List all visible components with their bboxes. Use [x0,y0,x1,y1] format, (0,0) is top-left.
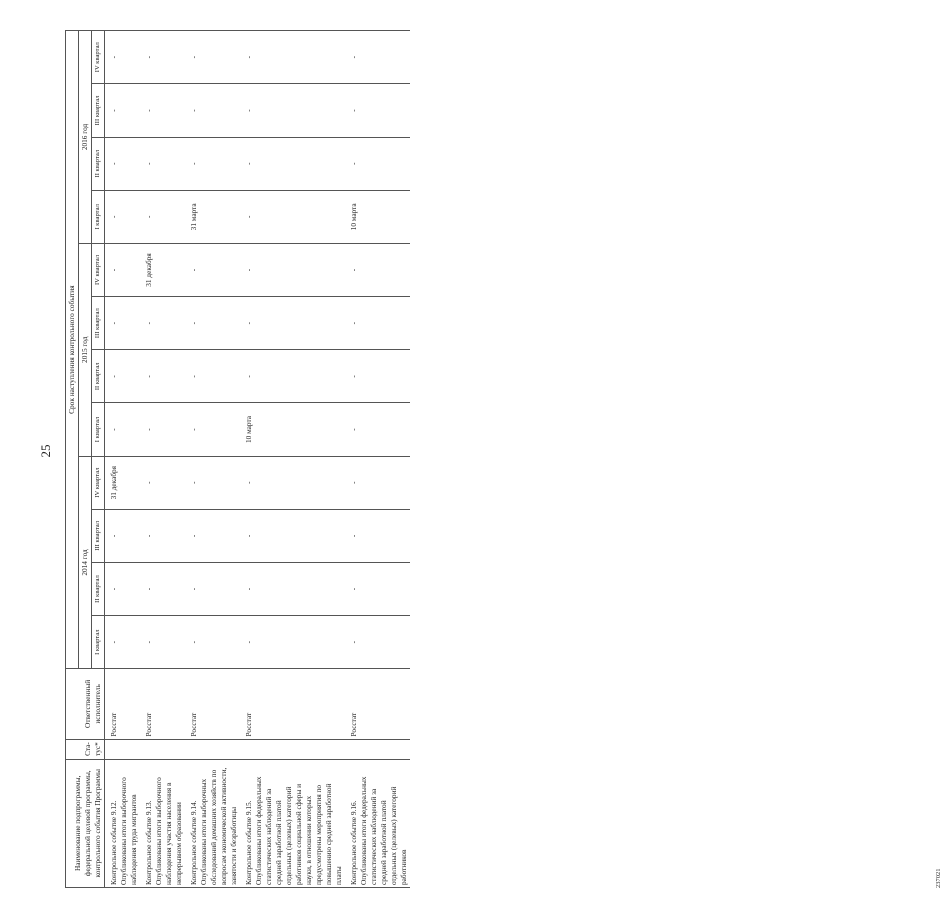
quarter-cell: - [240,243,345,296]
quarter-cell: - [185,137,240,190]
table-body [105,31,411,888]
quarter-cell: - [185,31,240,84]
quarter-cell: - [185,297,240,350]
quarter-cell: - [105,350,141,403]
quarter-cell: - [140,403,185,456]
quarter-cell: - [105,190,141,243]
header-quarter: IV квартал [92,31,105,84]
event-status [140,739,185,759]
quarter-cell: - [240,84,345,137]
quarter-cell: - [345,243,410,296]
quarter-cell: - [140,137,185,190]
table-row [105,31,141,888]
document-code: 237021 [935,868,942,888]
quarter-cell: - [345,137,410,190]
header-year-2016: 2016 год [79,31,92,244]
header-quarter: I квартал [92,190,105,243]
event-responsible: Росстат [240,669,345,739]
header-year-2015: 2015 год [79,243,92,456]
quarter-cell: - [345,616,410,669]
header-name: Наименование подпрограммы, федеральной целевой программы, контрольного события Программы [66,759,105,887]
event-responsible: Росстат [140,669,185,739]
header-quarter: III квартал [92,84,105,137]
quarter-cell: - [140,509,185,562]
quarter-cell: - [345,31,410,84]
quarter-cell: - [105,84,141,137]
quarter-cell: - [140,31,185,84]
quarter-cell: - [185,562,240,615]
quarter-cell: - [185,616,240,669]
event-responsible: Росстат [345,669,410,739]
rotated-page [65,18,942,888]
header-quarter: II квартал [92,137,105,190]
quarter-cell: - [240,350,345,403]
quarter-cell: - [105,297,141,350]
table-row [185,31,240,888]
header-quarter: I квартал [92,403,105,456]
header-quarter: III квартал [92,509,105,562]
event-status [345,739,410,759]
quarter-cell: - [240,456,345,509]
quarter-cell: - [345,562,410,615]
header-deadline: Срок наступления контрольного события [66,31,79,669]
header-year-2014: 2014 год [79,456,92,669]
event-status [185,739,240,759]
quarter-cell: - [240,190,345,243]
quarter-cell: - [240,509,345,562]
quarter-cell: - [345,509,410,562]
header-quarter: II квартал [92,350,105,403]
quarter-cell: 31 марта [185,190,240,243]
quarter-cell: - [105,137,141,190]
event-name: Контрольное событие 9.15. Опубликованы итоги федеральных статистических наблюдений за средней заработной платой отдельных (целевых) категорий работников социальной сферы и науки, в отношении которых предусмотрены мероприятия по повышению средней заработной платы [240,759,345,887]
header-status: Ста-тус* [66,739,105,759]
quarter-cell: - [240,31,345,84]
quarter-cell: - [185,243,240,296]
quarter-cell: - [140,350,185,403]
event-status [105,739,141,759]
event-name: Контрольное событие 9.14. Опубликованы итоги выборочных обследований домашних хозяйств по вопросам экономической активности, занятости и безработицы [185,759,240,887]
header-quarter: IV квартал [92,456,105,509]
quarter-cell: - [185,403,240,456]
event-name: Контрольное событие 9.16. Опубликованы итоги федеральных статистических наблюдений за средней заработной платой отдельных (целевых) категорий работников [345,759,410,887]
quarter-cell: - [185,456,240,509]
quarter-cell: - [345,403,410,456]
quarter-cell: - [105,616,141,669]
quarter-cell: - [345,84,410,137]
event-responsible: Росстат [105,669,141,739]
quarter-cell: - [240,562,345,615]
quarter-cell: - [105,403,141,456]
quarter-cell: 31 декабря [105,456,141,509]
control-events-table [65,30,410,888]
table-row [345,31,410,888]
quarter-cell: - [140,84,185,137]
header-quarter: II квартал [92,562,105,615]
header-responsible: Ответственный исполнитель [66,669,105,739]
quarter-cell: - [345,297,410,350]
event-name: Контрольное событие 9.12. Опубликованы итоги выборочного наблюдения труда мигрантов [105,759,141,887]
quarter-cell: - [140,616,185,669]
quarter-cell: - [140,456,185,509]
table-row [140,31,185,888]
quarter-cell: - [185,84,240,137]
quarter-cell: 10 марта [345,190,410,243]
quarter-cell: - [240,137,345,190]
event-status [240,739,345,759]
quarter-cell: - [140,297,185,350]
header-quarter: III квартал [92,297,105,350]
quarter-cell: - [140,190,185,243]
event-name: Контрольное событие 9.13. Опубликованы итоги выборочного наблюдения участия населения в непрерывном образовании [140,759,185,887]
quarter-cell: - [345,456,410,509]
quarter-cell: - [240,297,345,350]
quarter-cell: 10 марта [240,403,345,456]
header-quarter: I квартал [92,616,105,669]
quarter-cell: - [185,509,240,562]
quarter-cell: - [105,562,141,615]
table-row [240,31,345,888]
page-number: 25 [38,444,53,458]
header-quarter: IV квартал [92,243,105,296]
quarter-cell: 31 декабря [140,243,185,296]
quarter-cell: - [345,350,410,403]
event-responsible: Росстат [185,669,240,739]
quarter-cell: - [105,509,141,562]
quarter-cell: - [240,616,345,669]
quarter-cell: - [105,243,141,296]
quarter-cell: - [185,350,240,403]
quarter-cell: - [105,31,141,84]
quarter-cell: - [140,562,185,615]
